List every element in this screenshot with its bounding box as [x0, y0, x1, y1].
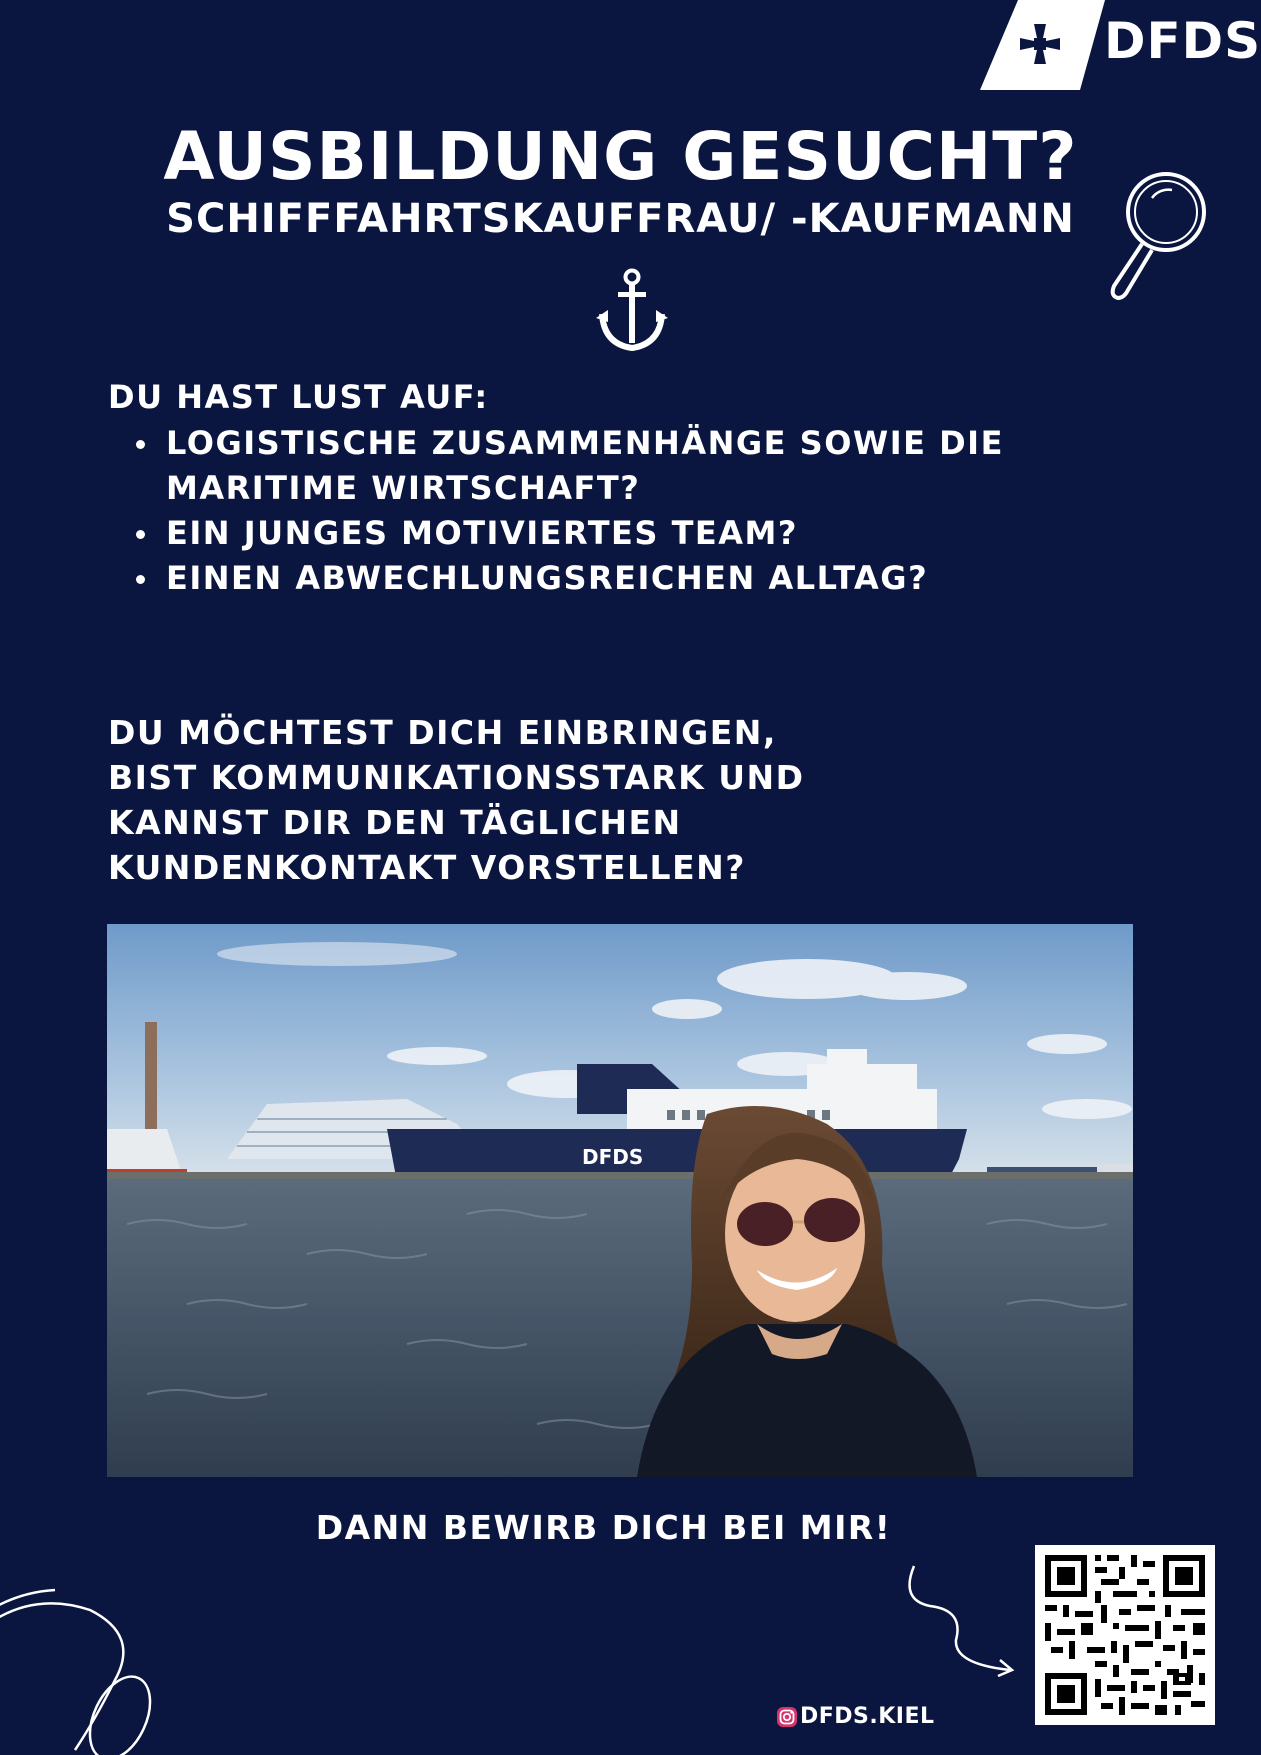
paragraph-line: KUNDENKONTAKT VORSTELLEN?: [108, 848, 746, 887]
interests-heading: DU HAST LUST AUF:: [108, 378, 489, 416]
page-title: AUSBILDUNG GESUCHT?: [163, 118, 1078, 195]
instagram-handle-text: DFDS.KIEL: [800, 1704, 935, 1729]
paragraph-line: DU MÖCHTEST DICH EINBRINGEN,: [108, 713, 777, 752]
list-item: LOGISTISCHE ZUSAMMENHÄNGE SOWIE DIE MARITIME WIRTSCHAFT?: [132, 421, 1066, 511]
anchor-icon: [596, 268, 668, 354]
intro-paragraph: [108, 710, 1128, 890]
instagram-icon: [776, 1706, 798, 1728]
interests-list: [132, 421, 1132, 601]
call-to-action: [0, 1508, 1241, 1547]
paragraph-line: BIST KOMMUNIKATIONSSTARK UND: [108, 758, 805, 797]
instagram-handle[interactable]: [776, 1704, 935, 1729]
brand-name: DFDS: [1104, 12, 1261, 70]
paragraph-line: KANNST DIR DEN TÄGLICHEN: [108, 803, 682, 842]
cta-text: DANN BEWIRB DICH BEI MIR!: [315, 1508, 892, 1547]
list-item: EIN JUNGES MOTIVIERTES TEAM?: [132, 511, 1132, 556]
swirl-decoration: [0, 1580, 170, 1755]
magnifying-glass-icon: [1104, 168, 1214, 304]
list-item: EINEN ABWECHLUNGSREICHEN ALLTAG?: [132, 556, 946, 601]
qr-code[interactable]: [1035, 1545, 1215, 1725]
harbor-photo: [107, 924, 1133, 1477]
ship-lettering: DFDS: [582, 1145, 644, 1169]
curved-arrow-icon: [900, 1560, 1020, 1680]
page-subtitle: SCHIFFFAHRTSKAUFFRAU/ -KAUFMANN: [166, 196, 1075, 242]
